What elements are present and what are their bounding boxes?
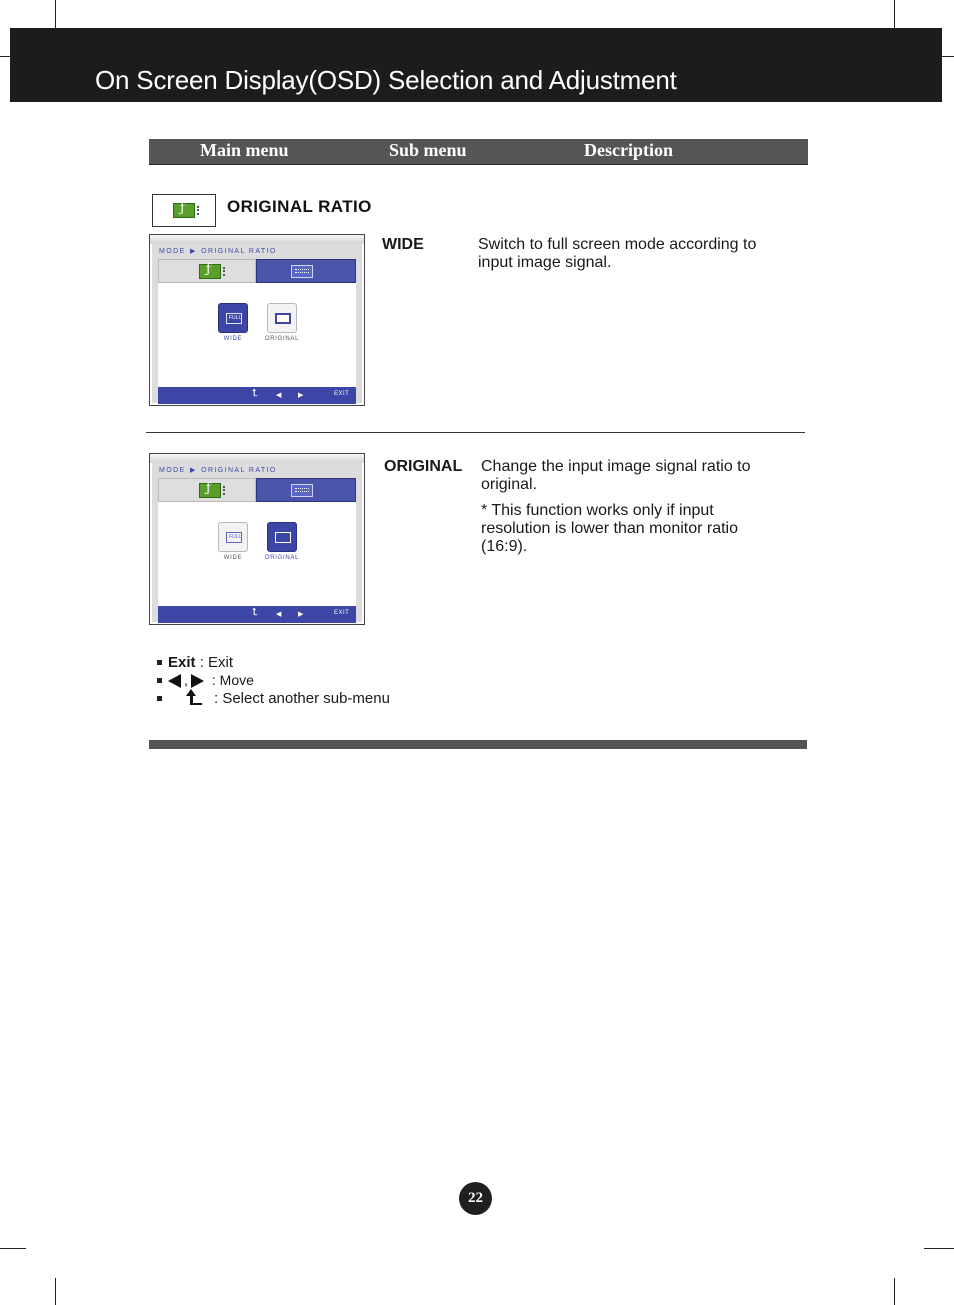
crop-mark bbox=[0, 56, 10, 57]
tab-original-ratio[interactable] bbox=[256, 259, 356, 283]
column-description: Description bbox=[584, 140, 673, 160]
monitor-icon bbox=[275, 532, 291, 543]
right-arrow-icon[interactable]: ▶ bbox=[298, 392, 304, 399]
return-icon[interactable]: ⮤ bbox=[252, 607, 258, 618]
option-original-label: ORIGINAL bbox=[264, 555, 300, 561]
sub-menu-original: ORIGINAL bbox=[384, 458, 463, 475]
legend-select-text: : Select another sub-menu bbox=[214, 690, 390, 707]
osd-navbar bbox=[158, 387, 356, 404]
mode-icon bbox=[199, 264, 221, 279]
footer-bar bbox=[149, 740, 807, 749]
mode-icon bbox=[173, 203, 195, 218]
original-ratio-icon bbox=[291, 484, 313, 497]
crop-mark bbox=[55, 1278, 56, 1305]
breadcrumb-arrow-icon: ▶ bbox=[189, 248, 197, 255]
full-screen-icon bbox=[226, 532, 242, 543]
left-arrow-icon[interactable]: ◀ bbox=[276, 392, 282, 399]
bullet-icon bbox=[157, 678, 162, 683]
return-arrow-icon bbox=[186, 692, 200, 706]
option-wide[interactable] bbox=[210, 522, 256, 561]
breadcrumb-item: ORIGINAL RATIO bbox=[201, 467, 277, 474]
option-wide[interactable] bbox=[210, 303, 256, 342]
legend-separator: , bbox=[184, 672, 188, 688]
breadcrumb-mode: MODE bbox=[159, 467, 186, 474]
description-wide: Switch to full screen mode according to input image signal. bbox=[478, 236, 757, 271]
wide-button[interactable] bbox=[218, 303, 248, 333]
osd-navbar bbox=[158, 606, 356, 623]
description-original-note: * This function works only if input resolution is lower than monitor ratio (16:9). bbox=[481, 502, 739, 555]
osd-tabs bbox=[158, 478, 356, 502]
wide-button[interactable] bbox=[218, 522, 248, 552]
legend-exit-text: : Exit bbox=[199, 654, 234, 671]
crop-mark bbox=[55, 0, 56, 28]
osd-content bbox=[158, 283, 356, 387]
column-header-bar bbox=[149, 139, 808, 165]
legend-move-text: : Move bbox=[211, 672, 254, 688]
tab-original-ratio[interactable] bbox=[256, 478, 356, 502]
crop-mark bbox=[924, 1248, 954, 1249]
osd-screenshot-original bbox=[149, 453, 365, 625]
bullet-icon bbox=[157, 696, 162, 701]
option-original[interactable] bbox=[259, 303, 305, 342]
option-wide-label: WIDE bbox=[223, 336, 243, 342]
left-triangle-icon bbox=[168, 674, 181, 688]
right-triangle-icon bbox=[191, 674, 204, 688]
header-bar bbox=[10, 28, 942, 102]
left-arrow-icon[interactable]: ◀ bbox=[276, 611, 282, 618]
breadcrumb-mode: MODE bbox=[159, 248, 186, 255]
monitor-icon bbox=[275, 313, 291, 324]
legend-exit-key: Exit bbox=[168, 654, 196, 671]
exit-button[interactable]: EXIT bbox=[334, 391, 350, 397]
option-wide-label: WIDE bbox=[223, 555, 243, 561]
crop-mark bbox=[0, 1248, 26, 1249]
option-original-label: ORIGINAL bbox=[264, 336, 300, 342]
right-arrow-icon[interactable]: ▶ bbox=[298, 611, 304, 618]
sub-menu-wide: WIDE bbox=[382, 236, 424, 253]
column-main-menu: Main menu bbox=[200, 140, 289, 160]
osd-screenshot-wide bbox=[149, 234, 365, 406]
osd-content bbox=[158, 502, 356, 606]
breadcrumb-item: ORIGINAL RATIO bbox=[201, 248, 277, 255]
crop-mark bbox=[942, 56, 954, 57]
breadcrumb-arrow-icon: ▶ bbox=[189, 467, 197, 474]
tab-mode[interactable] bbox=[158, 259, 256, 283]
original-ratio-icon bbox=[291, 265, 313, 278]
osd-top-band bbox=[150, 235, 364, 244]
legend-exit bbox=[157, 654, 233, 671]
osd-breadcrumb bbox=[159, 247, 277, 255]
bullet-icon bbox=[157, 660, 162, 665]
return-icon[interactable]: ⮤ bbox=[252, 388, 258, 399]
osd-top-band bbox=[150, 454, 364, 463]
option-original[interactable] bbox=[259, 522, 305, 561]
exit-button[interactable]: EXIT bbox=[334, 610, 350, 616]
mode-icon bbox=[199, 483, 221, 498]
column-sub-menu: Sub menu bbox=[389, 140, 467, 160]
original-button[interactable] bbox=[267, 303, 297, 333]
osd-tabs bbox=[158, 259, 356, 283]
legend-select bbox=[157, 690, 390, 707]
crop-mark bbox=[894, 1278, 895, 1305]
main-menu-icon-box bbox=[152, 194, 216, 227]
page-title: On Screen Display(OSD) Selection and Adjustment bbox=[95, 65, 677, 95]
tab-mode[interactable] bbox=[158, 478, 256, 502]
osd-breadcrumb bbox=[159, 466, 277, 474]
original-button[interactable] bbox=[267, 522, 297, 552]
legend-move bbox=[157, 672, 254, 689]
full-screen-icon bbox=[226, 313, 242, 324]
section-divider bbox=[146, 432, 805, 433]
description-original: Change the input image signal ratio to original. bbox=[481, 458, 751, 493]
crop-mark bbox=[894, 0, 895, 28]
main-menu-title: ORIGINAL RATIO bbox=[227, 197, 372, 216]
page-number: 22 bbox=[459, 1182, 492, 1215]
